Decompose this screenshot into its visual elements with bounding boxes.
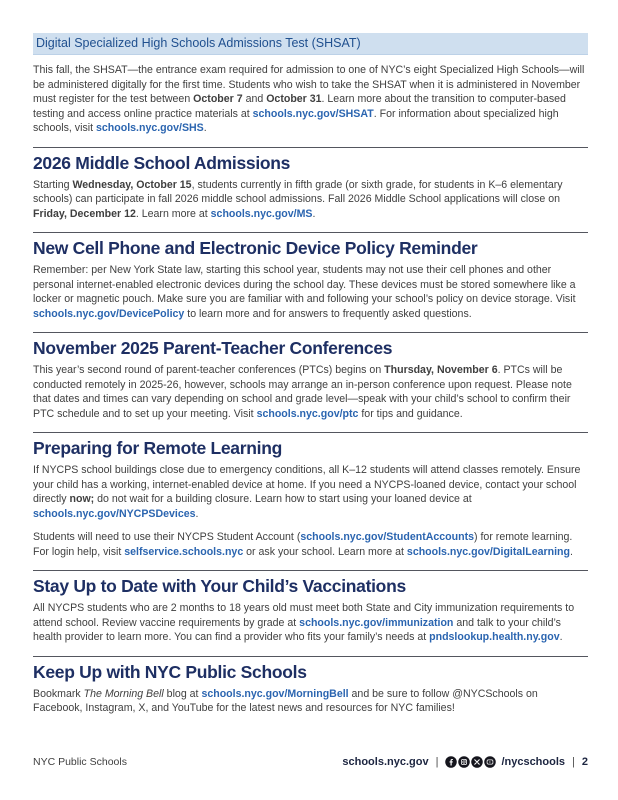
inline-link[interactable]: pndslookup.health.ny.gov <box>429 631 560 643</box>
section-heading: November 2025 Parent-Teacher Conferences <box>33 338 393 358</box>
section-divider <box>33 570 588 571</box>
inline-link[interactable]: selfservice.schools.nyc <box>124 545 244 558</box>
footer-page-number: 2 <box>581 756 588 768</box>
section-heading: New Cell Phone and Electronic Device Policy Reminder <box>33 238 478 258</box>
text-run: ) for remote learning. For login help, visit <box>33 531 573 558</box>
shsat-banner-title: Digital Specialized High Schools Admissions Test (SHSAT) <box>36 36 361 50</box>
inline-link[interactable]: schools.nyc.gov/DigitalLearning <box>406 545 570 558</box>
section-paragraph <box>33 463 588 521</box>
text-run: If NYCPS school buildings close due to emergency conditions, all K–12 students will attend classes remotely. Ensure your child has a working, internet-enabled device at home. If you need a NYCPS-loaned device, contact your school directly <box>33 464 581 505</box>
section-divider <box>33 332 588 333</box>
youtube-icon[interactable] <box>484 756 496 768</box>
footer-website-link[interactable]: schools.nyc.gov <box>342 756 429 768</box>
text-run: and <box>242 93 267 105</box>
section-paragraph <box>33 687 588 716</box>
text-run: Wednesday, October 15 <box>72 178 192 191</box>
text-run: or ask your school. Learn more at <box>243 545 407 558</box>
inline-link[interactable]: schools.nyc.gov/ptc <box>256 407 359 420</box>
section-divider <box>33 656 588 657</box>
text-run: . Learn more about the transition to computer-based testing and access online practice materials at <box>33 93 566 120</box>
text-run: October 31 <box>266 93 322 105</box>
text-run: . Learn more at <box>135 207 211 220</box>
text-run: Friday, December 12 <box>33 207 136 220</box>
footer-social-handle: /nycschools <box>501 756 566 768</box>
text-run: . PTCs will be conducted remotely in 2025-26, however, schools may arrange an in-person conference upon request. Please note that dates and times can vary depending on school and grade level—speak with your child’s school to confirm their PTC schedule and to set up your meeting. Visit <box>33 364 572 420</box>
facebook-icon[interactable] <box>445 756 457 768</box>
text-run: This fall, the SHSAT—the entrance exam required for admission to one of NYC’s eight Specialized High Schools—will be administered digitally for the first time. Students who wish to take the SHSAT when it is administered in November must register for the test between <box>33 64 585 105</box>
text-run: for tips and guidance. <box>358 407 463 420</box>
footer-separator: | <box>435 756 439 768</box>
section-paragraph <box>33 601 588 645</box>
text-run: This year’s second round of parent-teacher conferences (PTCs) begins on <box>33 364 385 376</box>
inline-link[interactable]: schools.nyc.gov/MorningBell <box>201 687 349 700</box>
inline-link[interactable]: schools.nyc.gov/immunization <box>299 616 454 629</box>
page-footer <box>33 753 588 771</box>
section-divider <box>33 147 588 148</box>
inline-link[interactable]: schools.nyc.gov/NYCPSDevices <box>33 507 196 520</box>
text-run: The Morning Bell <box>83 687 164 700</box>
text-run: , students currently in fifth grade (or sixth grade, for students in K–6 elementary schools) can participate in fall 2026 middle school admissions. Fall 2026 Middle School applications will close on <box>33 178 563 205</box>
inline-link[interactable]: schools.nyc.gov/SHSAT <box>252 107 374 120</box>
section-paragraph <box>33 530 588 559</box>
section-paragraph <box>33 363 588 421</box>
text-run: Thursday, November 6 <box>384 364 498 376</box>
section-paragraph <box>33 63 588 136</box>
section-paragraph <box>33 178 588 222</box>
x-icon[interactable] <box>471 756 483 768</box>
text-run: do not wait for a building closure. Learn how to start using your loaned device at <box>94 493 472 505</box>
section-heading: Stay Up to Date with Your Child’s Vaccinations <box>33 576 406 596</box>
social-icons <box>445 756 496 768</box>
text-run: . <box>203 122 207 134</box>
shsat-banner-heading <box>33 33 588 55</box>
section-paragraph <box>33 263 588 321</box>
inline-link[interactable]: schools.nyc.gov/MS <box>210 207 313 220</box>
text-run: now; <box>69 493 95 505</box>
text-run: All NYCPS students who are 2 months to 18 years old must meet both State and City immunization requirements to attend school. Review vaccine requirements by grade at <box>33 602 575 629</box>
section-divider <box>33 232 588 233</box>
inline-link[interactable]: schools.nyc.gov/StudentAccounts <box>300 531 475 543</box>
text-run: Bookmark <box>33 687 84 700</box>
inline-link[interactable]: schools.nyc.gov/DevicePolicy <box>33 307 185 320</box>
text-run: . <box>312 207 316 220</box>
section-divider <box>33 432 588 433</box>
text-run: blog at <box>163 687 202 700</box>
text-run: Remember: per New York State law, starting this school year, students may not use their cell phones and other personal internet-enabled electronic devices during the school day. These devices must be stored somewhere like a locker or magnetic pouch. Make sure you are familiar with and following your school’s policy on device storage. Visit <box>33 264 576 305</box>
text-run: to learn more and for answers to frequently asked questions. <box>184 307 472 320</box>
text-run: . For information about specialized high schools, visit <box>33 107 559 134</box>
section-heading: 2026 Middle School Admissions <box>33 152 291 173</box>
text-run: . <box>569 545 573 558</box>
text-run: and talk to your child’s health provider to learn more. You can find a provider who fits your family’s needs at <box>33 616 561 643</box>
text-run: . <box>195 507 199 520</box>
footer-links <box>342 756 588 768</box>
text-run: Starting <box>33 178 73 191</box>
text-run: . <box>559 631 563 643</box>
text-run: October 7 <box>193 93 243 105</box>
inline-link[interactable]: schools.nyc.gov/SHS <box>96 122 204 134</box>
footer-separator: | <box>572 756 575 768</box>
instagram-icon[interactable] <box>458 756 470 768</box>
text-run: and be sure to follow @NYCSchools on Facebook, Instagram, X, and YouTube for the latest news and resources for NYC families! <box>33 687 538 714</box>
page-content <box>33 33 588 716</box>
section-heading: Keep Up with NYC Public Schools <box>33 661 307 682</box>
section-heading: Preparing for Remote Learning <box>33 438 282 458</box>
footer-org-name: NYC Public Schools <box>33 756 127 768</box>
text-run: Students will need to use their NYCPS Student Account ( <box>33 531 301 543</box>
